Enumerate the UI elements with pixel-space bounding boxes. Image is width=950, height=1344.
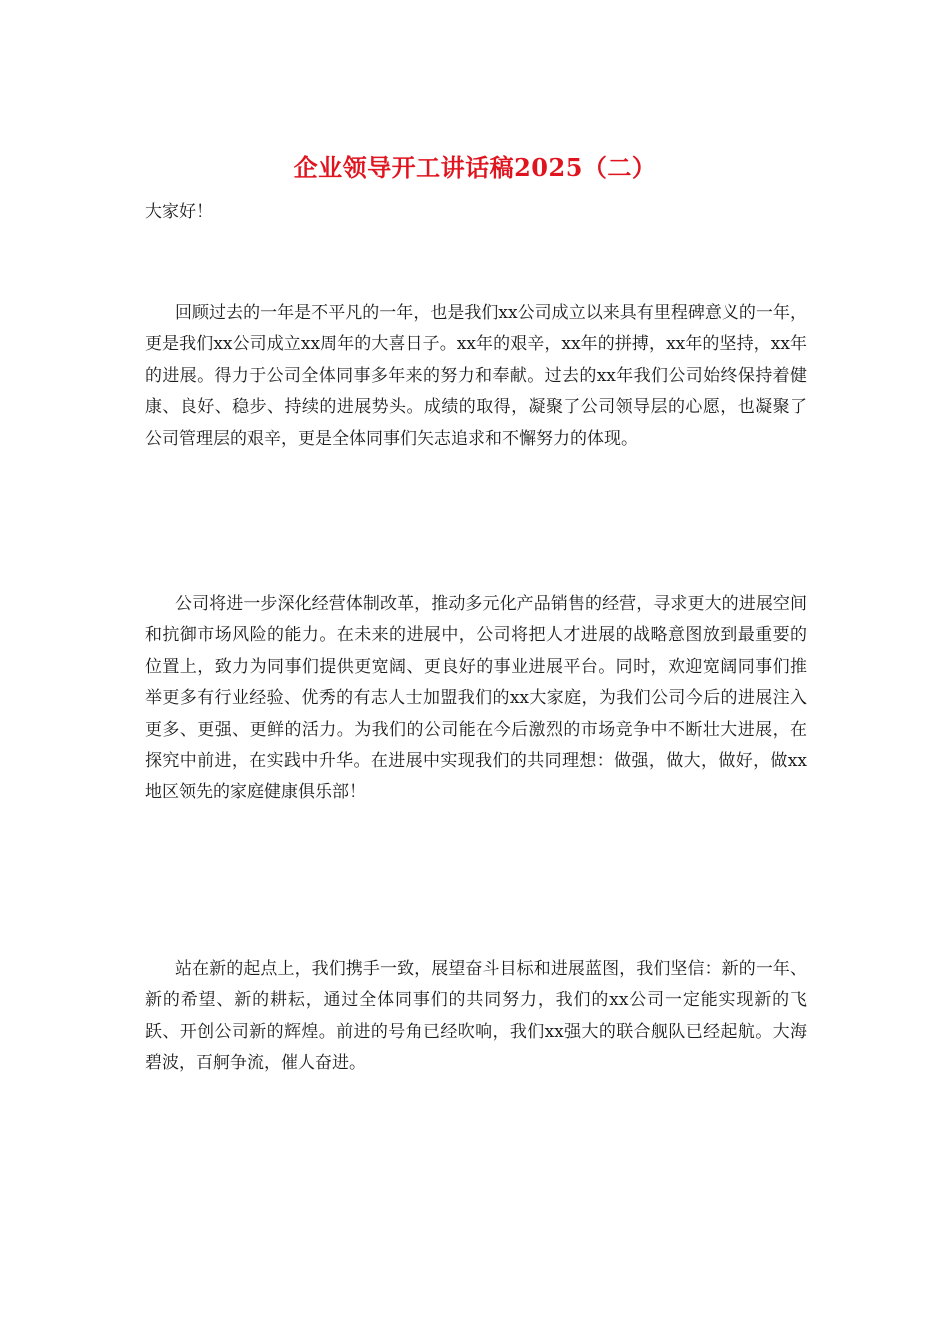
document-title: 企业领导开工讲话稿2025（二） xyxy=(293,153,657,182)
body-paragraph-1: 回顾过去的一年是不平凡的一年，也是我们xx公司成立以来具有里程碑意义的一年，更是我们xx公司成立xx周年的大喜日子。xx年的艰辛，xx年的拼搏，xx年的坚持，xx年的进展。得力于公司全体同事多年来的努力和奉献。过去的xx年我们公司始终保持着健康、良好、稳步、持续的进展势头。成绩的取得，凝聚了公司领导层的心愿，也凝聚了公司管理层的艰辛，更是全体同事们矢志追求和不懈努力的体现。 xyxy=(145,303,807,449)
body-paragraph-3: 站在新的起点上，我们携手一致，展望奋斗目标和进展蓝图，我们坚信：新的一年、新的希望、新的耕耘，通过全体同事们的共同努力，我们的xx公司一定能实现新的飞跃、开创公司新的辉煌。前进的号角已经吹响，我们xx强大的联合舰队已经起航。大海碧波，百舸争流，催人奋进。 xyxy=(145,959,807,1074)
body-paragraph-2: 公司将进一步深化经营体制改革，推动多元化产品销售的经营，寻求更大的进展空间和抗御市场风险的能力。在未来的进展中，公司将把人才进展的战略意图放到最重要的位置上，致力为同事们提供更宽阔、更良好的事业进展平台。同时，欢迎宽阔同事们推举更多有行业经验、优秀的有志人士加盟我们的xx大家庭，为我们公司今后的进展注入更多、更强、更鲜的活力。为我们的公司能在今后激烈的市场竞争中不断壮大进展，在探究中前进，在实践中升华。在进展中实现我们的共同理想：做强，做大，做好，做xx地区领先的家庭健康俱乐部！ xyxy=(145,594,807,803)
greeting-line: 大家好！ xyxy=(145,202,213,222)
